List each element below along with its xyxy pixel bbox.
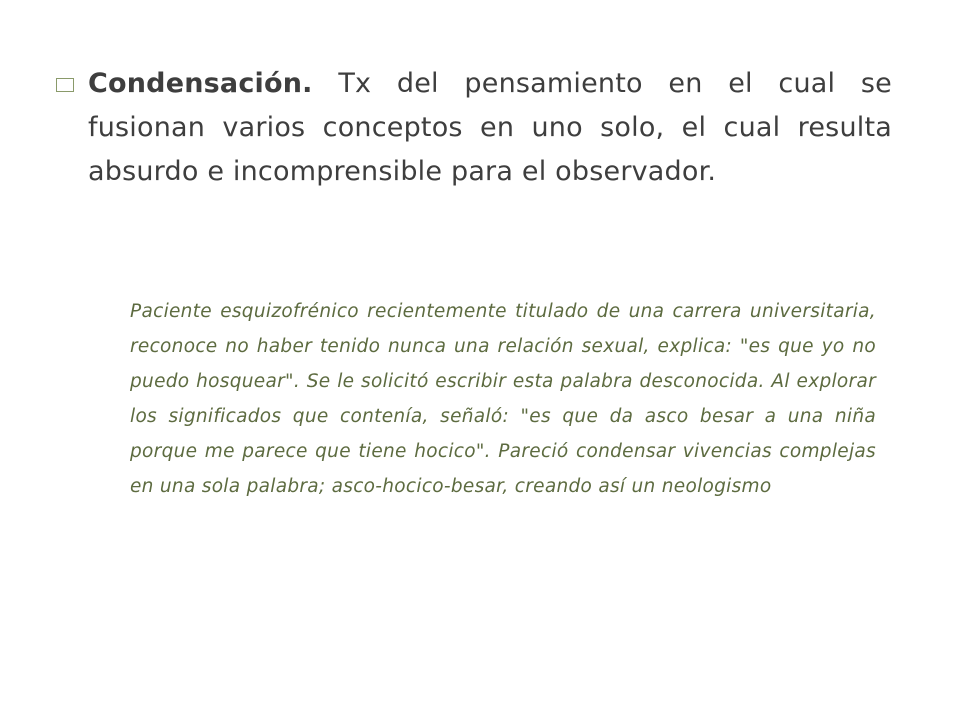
bullet-item: [56, 62, 892, 194]
bullet-text: [88, 62, 892, 194]
clinical-example: Paciente esquizofrénico recientemente titulado de una carrera universitaria, reconoce no haber tenido nunca una relación sexual, explica: "es que yo no puedo hosquear". Se le solicitó escribir esta palabra desconocida. Al explorar los significados que contenía, señaló: "es que da asco besar a una niña porque me parece que tiene hocico". Pareció condensar vivencias complejas en una sola palabra; asco-hocico-besar, creando así un neologismo: [130, 301, 876, 497]
square-outline-icon: [56, 78, 74, 92]
bullet-term: Condensación.: [88, 68, 313, 99]
bullet-definition: Tx del pensamiento en el cual se fusionan varios conceptos en uno solo, el cual resulta absurdo e incomprensible para el observador.: [88, 68, 892, 187]
